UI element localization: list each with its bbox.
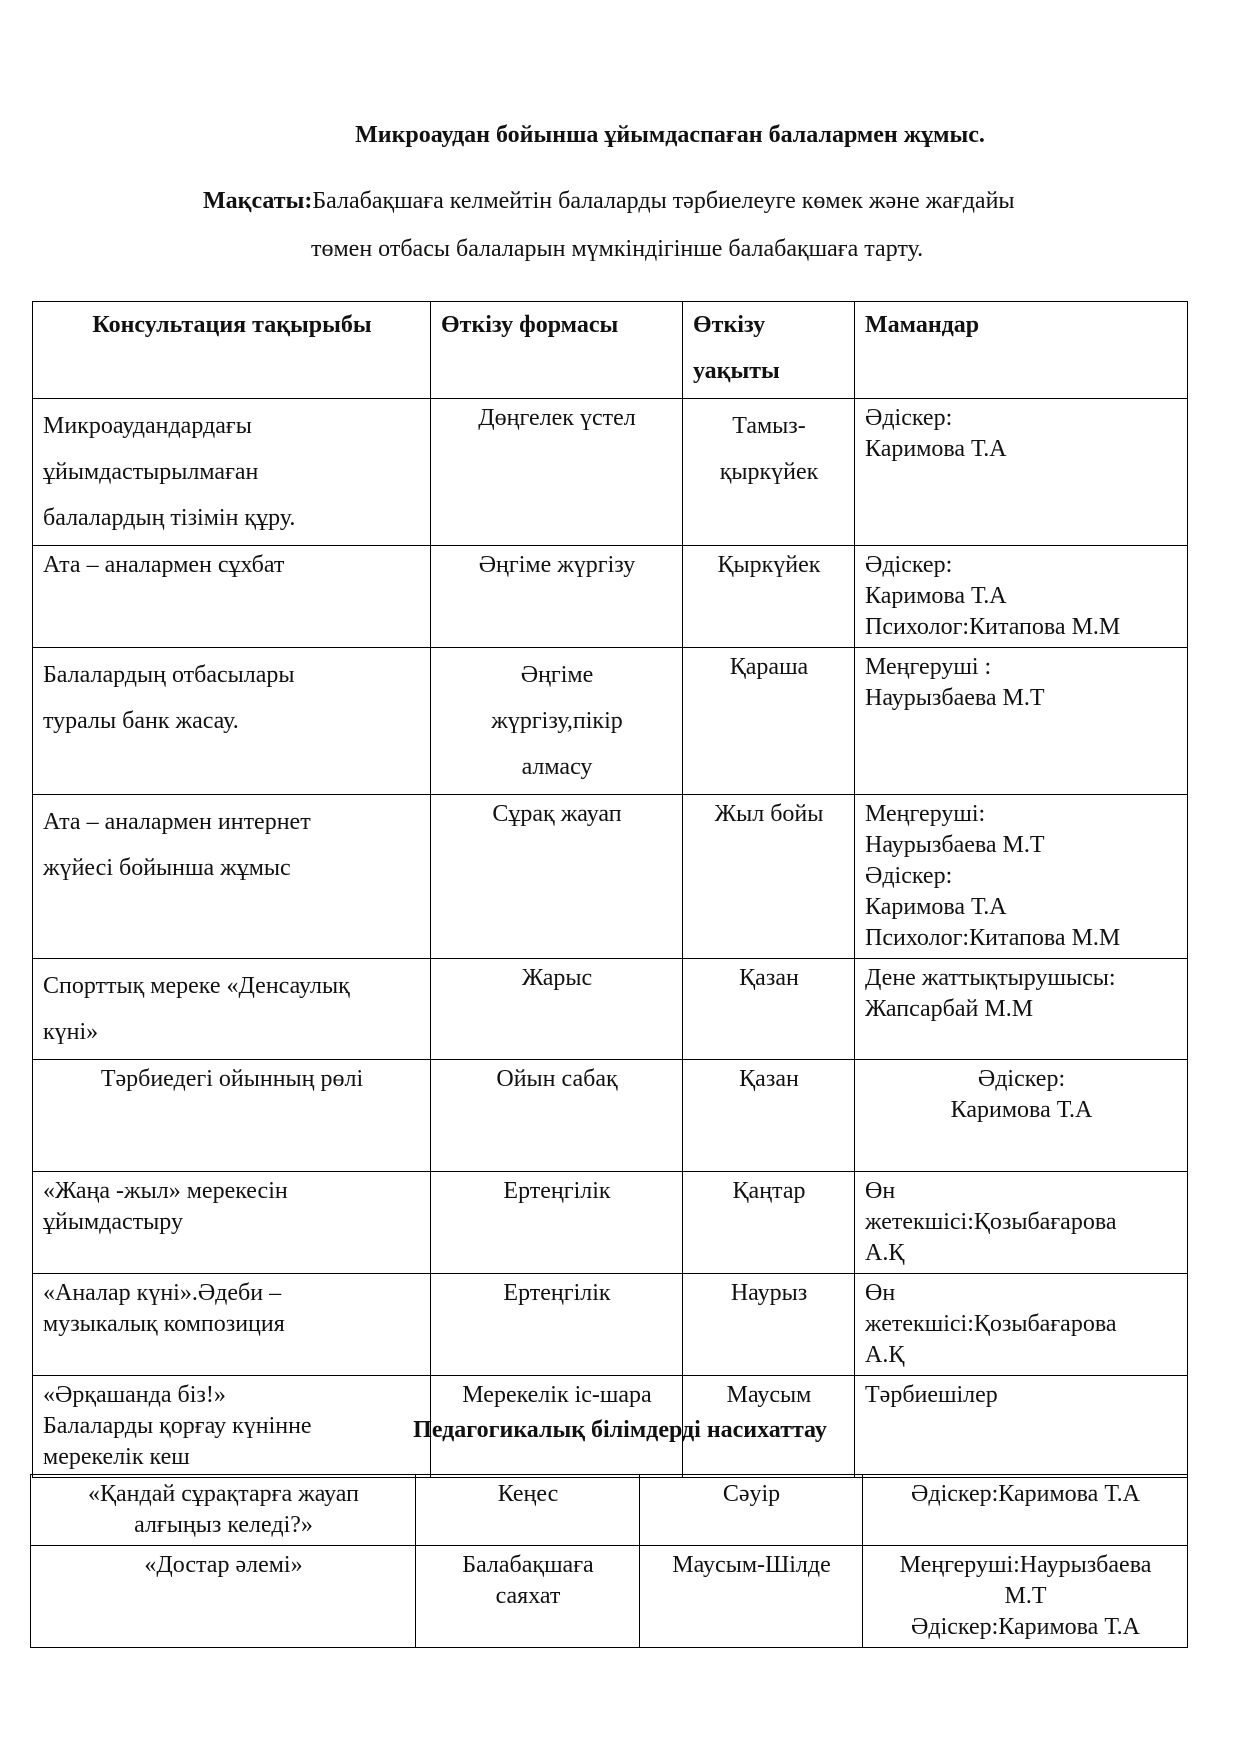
cell-form — [431, 1060, 683, 1172]
cell-line: Дөңгелек үстел — [478, 405, 636, 431]
cell-line: «Әрқашанда біз!» — [43, 1382, 226, 1408]
cell-line: Кеңес — [497, 1481, 559, 1507]
cell-line: Қараша — [729, 654, 809, 680]
cell-line: Қазан — [739, 965, 799, 991]
cell-line: «Достар әлемі» — [144, 1552, 303, 1578]
page-title: Микроаудан бойынша ұйымдаспаған балалармен жұмыс. — [355, 122, 985, 148]
cell-time — [683, 959, 855, 1060]
cell-line: Тәрбиешілер — [865, 1382, 998, 1408]
cell-staff — [855, 959, 1188, 1060]
table-row — [33, 1172, 1188, 1274]
cell-time — [683, 1172, 855, 1274]
cell-time — [683, 399, 855, 546]
header-time: Өткізу уақыты — [683, 302, 855, 399]
propaganda-table — [30, 1474, 1188, 1648]
table-row — [33, 399, 1188, 546]
cell-staff — [855, 399, 1188, 546]
cell-line: Микроаудандардағы — [43, 413, 252, 439]
cell-line: Ата – аналармен интернет — [43, 809, 311, 835]
table-row — [31, 1475, 1188, 1546]
cell-line: Әдіскер: — [977, 1066, 1066, 1092]
cell-staff — [855, 546, 1188, 648]
cell-line: Меңгеруші : — [865, 654, 992, 680]
cell-topic — [31, 1546, 416, 1648]
table-row — [33, 959, 1188, 1060]
section-subtitle: Педагогикалық білімдерді насихаттау — [413, 1417, 827, 1443]
cell-staff — [855, 648, 1188, 795]
cell-line: Ойын сабақ — [496, 1066, 618, 1092]
goal-line-1 — [203, 188, 1015, 215]
cell-staff — [855, 1274, 1188, 1376]
cell-line: Әдіскер: — [865, 405, 953, 431]
cell-time — [683, 648, 855, 795]
cell-line: Наурызбаева М.Т — [865, 685, 1045, 711]
cell-form — [431, 546, 683, 648]
cell-line: Психолог:Китапова М.М — [865, 925, 1121, 951]
cell-line: Балалардың отбасылары — [43, 662, 295, 688]
cell-line: Қыркүйек — [717, 552, 821, 578]
table-row — [31, 1546, 1188, 1648]
cell-line: алмасу — [521, 754, 593, 780]
cell-time — [640, 1475, 863, 1546]
cell-line: А.Қ — [865, 1342, 905, 1368]
cell-line: Жыл бойы — [714, 801, 824, 827]
cell-line: музыкалық композиция — [43, 1311, 285, 1337]
cell-topic — [33, 959, 431, 1060]
cell-line: Ертеңгілік — [503, 1280, 611, 1306]
consultation-table — [32, 301, 1188, 1478]
cell-line: Әдіскер:Каримова Т.А — [911, 1481, 1140, 1507]
cell-line: Әдіскер: — [865, 863, 953, 889]
cell-staff — [863, 1475, 1188, 1546]
cell-line: Меңгеруші:Наурызбаева — [899, 1552, 1152, 1578]
cell-line: Каримова Т.А — [865, 583, 1007, 609]
cell-form — [431, 959, 683, 1060]
cell-topic — [31, 1475, 416, 1546]
cell-staff — [855, 1060, 1188, 1172]
cell-line: жүргізу,пікір — [491, 708, 623, 734]
cell-form — [431, 1172, 683, 1274]
cell-line: Сәуір — [722, 1481, 781, 1507]
cell-line: «Аналар күні».Әдеби – — [43, 1280, 282, 1306]
cell-form — [431, 648, 683, 795]
cell-line: Өн — [865, 1280, 896, 1306]
cell-line: Балабақшаға — [462, 1552, 594, 1578]
cell-line: ұйымдастыру — [43, 1209, 183, 1235]
table-header-row — [33, 302, 1188, 399]
cell-line: жетекшісі:Қозыбағарова — [865, 1209, 1117, 1235]
cell-line: Дене жаттықтырушысы: — [865, 965, 1116, 991]
cell-form — [416, 1546, 640, 1648]
cell-line: Спорттық мереке «Денсаулық — [43, 973, 350, 999]
cell-line: алғыңыз келеді?» — [134, 1512, 313, 1538]
cell-line: Наурызбаева М.Т — [865, 832, 1045, 858]
cell-line: саяхат — [495, 1583, 561, 1609]
cell-line: мерекелік кеш — [43, 1444, 190, 1470]
cell-time — [683, 795, 855, 959]
cell-line: Әңгіме — [520, 662, 594, 688]
cell-line: Ата – аналармен сұхбат — [43, 552, 285, 578]
cell-line: «Жаңа -жыл» мерекесін — [43, 1178, 288, 1204]
header-staff: Мамандар — [855, 302, 1188, 399]
cell-line: Каримова Т.А — [865, 894, 1007, 920]
cell-line: Меңгеруші: — [865, 801, 986, 827]
cell-line: Ертеңгілік — [503, 1178, 611, 1204]
cell-form — [431, 795, 683, 959]
cell-time — [683, 1060, 855, 1172]
cell-topic — [33, 648, 431, 795]
cell-staff — [855, 1172, 1188, 1274]
table-row — [33, 648, 1188, 795]
cell-topic — [33, 546, 431, 648]
cell-form — [431, 399, 683, 546]
cell-line: Әдіскер: — [865, 552, 953, 578]
cell-line: Жарыс — [521, 965, 593, 991]
table-row — [33, 546, 1188, 648]
cell-line: Наурыз — [730, 1280, 808, 1306]
cell-topic — [33, 1274, 431, 1376]
cell-line: «Қандай сұрақтарға жауап — [88, 1481, 359, 1507]
cell-topic — [33, 1172, 431, 1274]
cell-staff — [855, 795, 1188, 959]
cell-topic — [33, 1060, 431, 1172]
cell-line: Мерекелік іс-шара — [462, 1382, 652, 1408]
goal-line-2: төмен отбасы балаларын мүмкіндігінше балабақшаға тарту. — [311, 236, 924, 262]
cell-line: Психолог:Китапова М.М — [865, 614, 1121, 640]
cell-line: Әңгіме жүргізу — [478, 552, 636, 578]
cell-line: А.Қ — [865, 1240, 905, 1266]
cell-line: Өн — [865, 1178, 896, 1204]
header-form: Өткізу формасы — [431, 302, 683, 399]
cell-line: жүйесі бойынша жұмыс — [43, 855, 291, 881]
goal-text-1: Балабақшаға келмейтін балаларды тәрбиелеуге көмек және жағдайы — [312, 188, 1015, 214]
cell-line: Маусым-Шілде — [672, 1552, 831, 1578]
cell-form — [416, 1475, 640, 1546]
cell-form — [431, 1274, 683, 1376]
cell-line: Қазан — [739, 1066, 799, 1092]
cell-line: жетекшісі:Қозыбағарова — [865, 1311, 1117, 1337]
cell-topic — [33, 399, 431, 546]
cell-line: М.Т — [1004, 1583, 1047, 1609]
table-row — [33, 795, 1188, 959]
cell-line: Тәрбиедегі ойынның рөлі — [100, 1066, 364, 1092]
cell-line: Әдіскер:Каримова Т.А — [911, 1614, 1140, 1640]
cell-time — [683, 546, 855, 648]
table-row — [33, 1274, 1188, 1376]
cell-line: Каримова Т.А — [950, 1097, 1093, 1123]
cell-topic — [33, 795, 431, 959]
cell-time — [640, 1546, 863, 1648]
cell-line: Тамыз- — [732, 413, 806, 439]
goal-label: Мақсаты: — [203, 188, 313, 214]
cell-line: Балаларды қорғау күнінне — [43, 1413, 312, 1439]
cell-line: ұйымдастырылмаған — [43, 459, 259, 485]
cell-line: Каримова Т.А — [865, 436, 1007, 462]
header-topic: Консультация тақырыбы — [33, 302, 431, 399]
cell-line: Сұрақ жауап — [492, 801, 622, 827]
cell-line: Қаңтар — [732, 1178, 806, 1204]
cell-line: балалардың тізімін құру. — [43, 505, 296, 531]
cell-line: Жапсарбай М.М — [865, 996, 1034, 1022]
cell-line: Маусым — [726, 1382, 812, 1408]
cell-line: күні» — [43, 1019, 99, 1045]
cell-time — [683, 1274, 855, 1376]
cell-line: туралы банк жасау. — [43, 708, 239, 734]
cell-staff — [863, 1546, 1188, 1648]
table-row — [33, 1060, 1188, 1172]
cell-line: қыркүйек — [719, 459, 819, 485]
